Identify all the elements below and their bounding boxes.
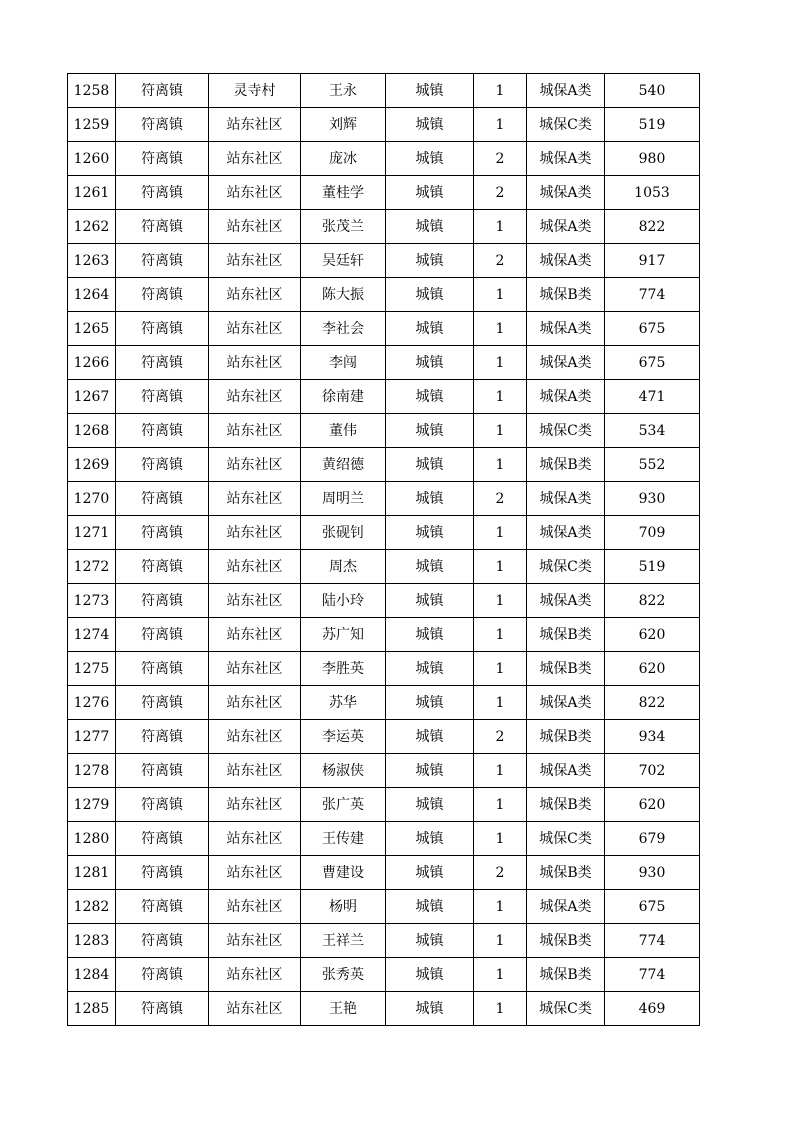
town-cell: 符离镇 xyxy=(116,210,209,244)
village-cell: 站东社区 xyxy=(209,312,301,346)
village-cell: 站东社区 xyxy=(209,244,301,278)
amount-cell: 1053 xyxy=(605,176,700,210)
serial-number-cell: 1278 xyxy=(68,754,116,788)
records-table xyxy=(67,73,700,1026)
household-type-cell: 城镇 xyxy=(386,516,474,550)
serial-number-cell: 1284 xyxy=(68,958,116,992)
member-count-cell: 1 xyxy=(474,448,527,482)
town-cell: 符离镇 xyxy=(116,108,209,142)
town-cell: 符离镇 xyxy=(116,720,209,754)
amount-cell: 675 xyxy=(605,312,700,346)
category-cell: 城保A类 xyxy=(527,584,605,618)
village-cell: 站东社区 xyxy=(209,516,301,550)
name-cell: 苏华 xyxy=(301,686,386,720)
category-cell: 城保B类 xyxy=(527,788,605,822)
category-cell: 城保C类 xyxy=(527,992,605,1026)
table-row xyxy=(68,312,700,346)
name-cell: 吴廷轩 xyxy=(301,244,386,278)
name-cell: 周明兰 xyxy=(301,482,386,516)
household-type-cell: 城镇 xyxy=(386,312,474,346)
household-type-cell: 城镇 xyxy=(386,108,474,142)
village-cell: 站东社区 xyxy=(209,584,301,618)
name-cell: 李社会 xyxy=(301,312,386,346)
amount-cell: 552 xyxy=(605,448,700,482)
name-cell: 李运英 xyxy=(301,720,386,754)
serial-number-cell: 1282 xyxy=(68,890,116,924)
table-row xyxy=(68,74,700,108)
serial-number-cell: 1272 xyxy=(68,550,116,584)
name-cell: 王传建 xyxy=(301,822,386,856)
serial-number-cell: 1280 xyxy=(68,822,116,856)
town-cell: 符离镇 xyxy=(116,754,209,788)
name-cell: 杨淑侠 xyxy=(301,754,386,788)
name-cell: 陆小玲 xyxy=(301,584,386,618)
amount-cell: 675 xyxy=(605,890,700,924)
member-count-cell: 1 xyxy=(474,414,527,448)
town-cell: 符离镇 xyxy=(116,652,209,686)
member-count-cell: 1 xyxy=(474,346,527,380)
category-cell: 城保B类 xyxy=(527,856,605,890)
category-cell: 城保B类 xyxy=(527,448,605,482)
category-cell: 城保A类 xyxy=(527,244,605,278)
town-cell: 符离镇 xyxy=(116,788,209,822)
name-cell: 曹建设 xyxy=(301,856,386,890)
household-type-cell: 城镇 xyxy=(386,788,474,822)
household-type-cell: 城镇 xyxy=(386,754,474,788)
member-count-cell: 2 xyxy=(474,176,527,210)
member-count-cell: 1 xyxy=(474,686,527,720)
member-count-cell: 1 xyxy=(474,584,527,618)
serial-number-cell: 1261 xyxy=(68,176,116,210)
name-cell: 李胜英 xyxy=(301,652,386,686)
category-cell: 城保B类 xyxy=(527,958,605,992)
serial-number-cell: 1275 xyxy=(68,652,116,686)
table-row xyxy=(68,346,700,380)
household-type-cell: 城镇 xyxy=(386,142,474,176)
household-type-cell: 城镇 xyxy=(386,992,474,1026)
amount-cell: 540 xyxy=(605,74,700,108)
member-count-cell: 2 xyxy=(474,244,527,278)
household-type-cell: 城镇 xyxy=(386,686,474,720)
village-cell: 站东社区 xyxy=(209,652,301,686)
amount-cell: 822 xyxy=(605,210,700,244)
village-cell: 站东社区 xyxy=(209,448,301,482)
amount-cell: 917 xyxy=(605,244,700,278)
serial-number-cell: 1274 xyxy=(68,618,116,652)
serial-number-cell: 1276 xyxy=(68,686,116,720)
town-cell: 符离镇 xyxy=(116,142,209,176)
name-cell: 王祥兰 xyxy=(301,924,386,958)
serial-number-cell: 1260 xyxy=(68,142,116,176)
table-row xyxy=(68,652,700,686)
table-row xyxy=(68,890,700,924)
category-cell: 城保C类 xyxy=(527,108,605,142)
member-count-cell: 1 xyxy=(474,618,527,652)
member-count-cell: 2 xyxy=(474,720,527,754)
member-count-cell: 1 xyxy=(474,822,527,856)
amount-cell: 702 xyxy=(605,754,700,788)
serial-number-cell: 1258 xyxy=(68,74,116,108)
category-cell: 城保C类 xyxy=(527,822,605,856)
name-cell: 庞冰 xyxy=(301,142,386,176)
records-body xyxy=(68,74,700,1026)
category-cell: 城保C类 xyxy=(527,550,605,584)
household-type-cell: 城镇 xyxy=(386,856,474,890)
table-row xyxy=(68,244,700,278)
village-cell: 站东社区 xyxy=(209,618,301,652)
village-cell: 站东社区 xyxy=(209,686,301,720)
household-type-cell: 城镇 xyxy=(386,414,474,448)
category-cell: 城保B类 xyxy=(527,618,605,652)
village-cell: 站东社区 xyxy=(209,346,301,380)
name-cell: 张秀英 xyxy=(301,958,386,992)
town-cell: 符离镇 xyxy=(116,822,209,856)
member-count-cell: 1 xyxy=(474,108,527,142)
serial-number-cell: 1264 xyxy=(68,278,116,312)
village-cell: 站东社区 xyxy=(209,754,301,788)
serial-number-cell: 1273 xyxy=(68,584,116,618)
member-count-cell: 1 xyxy=(474,210,527,244)
member-count-cell: 1 xyxy=(474,992,527,1026)
member-count-cell: 1 xyxy=(474,74,527,108)
household-type-cell: 城镇 xyxy=(386,448,474,482)
category-cell: 城保C类 xyxy=(527,414,605,448)
town-cell: 符离镇 xyxy=(116,448,209,482)
member-count-cell: 2 xyxy=(474,856,527,890)
village-cell: 站东社区 xyxy=(209,720,301,754)
member-count-cell: 1 xyxy=(474,312,527,346)
table-row xyxy=(68,958,700,992)
town-cell: 符离镇 xyxy=(116,856,209,890)
member-count-cell: 1 xyxy=(474,652,527,686)
amount-cell: 675 xyxy=(605,346,700,380)
amount-cell: 471 xyxy=(605,380,700,414)
town-cell: 符离镇 xyxy=(116,890,209,924)
serial-number-cell: 1279 xyxy=(68,788,116,822)
town-cell: 符离镇 xyxy=(116,278,209,312)
member-count-cell: 1 xyxy=(474,516,527,550)
town-cell: 符离镇 xyxy=(116,74,209,108)
town-cell: 符离镇 xyxy=(116,992,209,1026)
member-count-cell: 1 xyxy=(474,550,527,584)
name-cell: 刘辉 xyxy=(301,108,386,142)
amount-cell: 930 xyxy=(605,482,700,516)
name-cell: 周杰 xyxy=(301,550,386,584)
member-count-cell: 1 xyxy=(474,278,527,312)
table-row xyxy=(68,278,700,312)
household-type-cell: 城镇 xyxy=(386,550,474,584)
village-cell: 灵寺村 xyxy=(209,74,301,108)
serial-number-cell: 1263 xyxy=(68,244,116,278)
town-cell: 符离镇 xyxy=(116,176,209,210)
member-count-cell: 1 xyxy=(474,890,527,924)
household-type-cell: 城镇 xyxy=(386,482,474,516)
household-type-cell: 城镇 xyxy=(386,958,474,992)
household-type-cell: 城镇 xyxy=(386,176,474,210)
amount-cell: 934 xyxy=(605,720,700,754)
category-cell: 城保A类 xyxy=(527,380,605,414)
town-cell: 符离镇 xyxy=(116,244,209,278)
category-cell: 城保B类 xyxy=(527,278,605,312)
village-cell: 站东社区 xyxy=(209,108,301,142)
amount-cell: 709 xyxy=(605,516,700,550)
village-cell: 站东社区 xyxy=(209,176,301,210)
table-row xyxy=(68,992,700,1026)
table-row xyxy=(68,210,700,244)
table-row xyxy=(68,380,700,414)
member-count-cell: 2 xyxy=(474,482,527,516)
name-cell: 杨明 xyxy=(301,890,386,924)
serial-number-cell: 1265 xyxy=(68,312,116,346)
village-cell: 站东社区 xyxy=(209,856,301,890)
household-type-cell: 城镇 xyxy=(386,346,474,380)
village-cell: 站东社区 xyxy=(209,822,301,856)
town-cell: 符离镇 xyxy=(116,550,209,584)
table-row xyxy=(68,618,700,652)
category-cell: 城保B类 xyxy=(527,720,605,754)
village-cell: 站东社区 xyxy=(209,482,301,516)
category-cell: 城保A类 xyxy=(527,210,605,244)
category-cell: 城保A类 xyxy=(527,176,605,210)
household-type-cell: 城镇 xyxy=(386,652,474,686)
town-cell: 符离镇 xyxy=(116,618,209,652)
table-row xyxy=(68,482,700,516)
table-row xyxy=(68,142,700,176)
category-cell: 城保A类 xyxy=(527,890,605,924)
amount-cell: 980 xyxy=(605,142,700,176)
amount-cell: 774 xyxy=(605,278,700,312)
name-cell: 张广英 xyxy=(301,788,386,822)
table-row xyxy=(68,754,700,788)
serial-number-cell: 1262 xyxy=(68,210,116,244)
member-count-cell: 1 xyxy=(474,958,527,992)
category-cell: 城保A类 xyxy=(527,74,605,108)
table-row xyxy=(68,856,700,890)
serial-number-cell: 1277 xyxy=(68,720,116,754)
member-count-cell: 1 xyxy=(474,924,527,958)
household-type-cell: 城镇 xyxy=(386,890,474,924)
household-type-cell: 城镇 xyxy=(386,584,474,618)
amount-cell: 930 xyxy=(605,856,700,890)
amount-cell: 519 xyxy=(605,550,700,584)
town-cell: 符离镇 xyxy=(116,380,209,414)
table-row xyxy=(68,414,700,448)
village-cell: 站东社区 xyxy=(209,210,301,244)
member-count-cell: 1 xyxy=(474,754,527,788)
name-cell: 黄绍德 xyxy=(301,448,386,482)
table-row xyxy=(68,516,700,550)
serial-number-cell: 1266 xyxy=(68,346,116,380)
serial-number-cell: 1269 xyxy=(68,448,116,482)
amount-cell: 774 xyxy=(605,924,700,958)
household-type-cell: 城镇 xyxy=(386,380,474,414)
amount-cell: 620 xyxy=(605,652,700,686)
table-row xyxy=(68,686,700,720)
table-row xyxy=(68,448,700,482)
name-cell: 王永 xyxy=(301,74,386,108)
serial-number-cell: 1270 xyxy=(68,482,116,516)
table-row xyxy=(68,822,700,856)
village-cell: 站东社区 xyxy=(209,992,301,1026)
household-type-cell: 城镇 xyxy=(386,822,474,856)
village-cell: 站东社区 xyxy=(209,958,301,992)
member-count-cell: 1 xyxy=(474,788,527,822)
category-cell: 城保A类 xyxy=(527,754,605,788)
village-cell: 站东社区 xyxy=(209,924,301,958)
household-type-cell: 城镇 xyxy=(386,618,474,652)
household-type-cell: 城镇 xyxy=(386,278,474,312)
table-row xyxy=(68,924,700,958)
town-cell: 符离镇 xyxy=(116,414,209,448)
category-cell: 城保A类 xyxy=(527,346,605,380)
village-cell: 站东社区 xyxy=(209,142,301,176)
serial-number-cell: 1285 xyxy=(68,992,116,1026)
village-cell: 站东社区 xyxy=(209,788,301,822)
household-type-cell: 城镇 xyxy=(386,244,474,278)
category-cell: 城保B类 xyxy=(527,652,605,686)
serial-number-cell: 1271 xyxy=(68,516,116,550)
amount-cell: 774 xyxy=(605,958,700,992)
serial-number-cell: 1259 xyxy=(68,108,116,142)
name-cell: 张砚钊 xyxy=(301,516,386,550)
table-row xyxy=(68,584,700,618)
amount-cell: 679 xyxy=(605,822,700,856)
name-cell: 徐南建 xyxy=(301,380,386,414)
amount-cell: 534 xyxy=(605,414,700,448)
table-row xyxy=(68,788,700,822)
town-cell: 符离镇 xyxy=(116,312,209,346)
amount-cell: 620 xyxy=(605,618,700,652)
town-cell: 符离镇 xyxy=(116,584,209,618)
town-cell: 符离镇 xyxy=(116,924,209,958)
serial-number-cell: 1268 xyxy=(68,414,116,448)
name-cell: 陈大振 xyxy=(301,278,386,312)
name-cell: 李闯 xyxy=(301,346,386,380)
member-count-cell: 2 xyxy=(474,142,527,176)
serial-number-cell: 1283 xyxy=(68,924,116,958)
household-type-cell: 城镇 xyxy=(386,210,474,244)
category-cell: 城保A类 xyxy=(527,516,605,550)
category-cell: 城保A类 xyxy=(527,482,605,516)
amount-cell: 620 xyxy=(605,788,700,822)
category-cell: 城保A类 xyxy=(527,312,605,346)
household-type-cell: 城镇 xyxy=(386,924,474,958)
village-cell: 站东社区 xyxy=(209,278,301,312)
serial-number-cell: 1267 xyxy=(68,380,116,414)
village-cell: 站东社区 xyxy=(209,380,301,414)
category-cell: 城保A类 xyxy=(527,142,605,176)
category-cell: 城保A类 xyxy=(527,686,605,720)
member-count-cell: 1 xyxy=(474,380,527,414)
table-row xyxy=(68,550,700,584)
name-cell: 张茂兰 xyxy=(301,210,386,244)
household-type-cell: 城镇 xyxy=(386,74,474,108)
town-cell: 符离镇 xyxy=(116,346,209,380)
table-row xyxy=(68,108,700,142)
table-row xyxy=(68,176,700,210)
town-cell: 符离镇 xyxy=(116,686,209,720)
village-cell: 站东社区 xyxy=(209,890,301,924)
serial-number-cell: 1281 xyxy=(68,856,116,890)
household-type-cell: 城镇 xyxy=(386,720,474,754)
name-cell: 王艳 xyxy=(301,992,386,1026)
name-cell: 苏广知 xyxy=(301,618,386,652)
village-cell: 站东社区 xyxy=(209,550,301,584)
town-cell: 符离镇 xyxy=(116,516,209,550)
category-cell: 城保B类 xyxy=(527,924,605,958)
name-cell: 董伟 xyxy=(301,414,386,448)
amount-cell: 519 xyxy=(605,108,700,142)
table-row xyxy=(68,720,700,754)
amount-cell: 469 xyxy=(605,992,700,1026)
amount-cell: 822 xyxy=(605,584,700,618)
village-cell: 站东社区 xyxy=(209,414,301,448)
town-cell: 符离镇 xyxy=(116,958,209,992)
name-cell: 董桂学 xyxy=(301,176,386,210)
amount-cell: 822 xyxy=(605,686,700,720)
town-cell: 符离镇 xyxy=(116,482,209,516)
